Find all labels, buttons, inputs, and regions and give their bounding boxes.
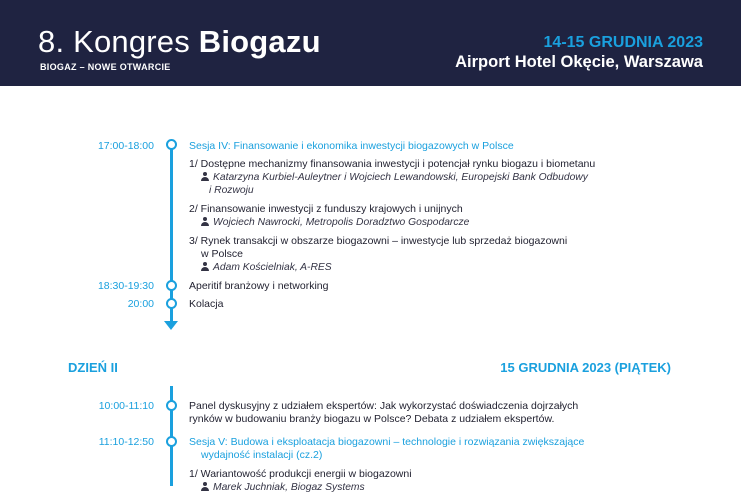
time-slot: 17:00-18:00 — [97, 140, 154, 152]
timeline-line-day1 — [170, 146, 173, 321]
congress-subtitle: BIOGAZ – NOWE OTWARCIE — [40, 62, 171, 72]
session-title: Sesja V: Budowa i eksploatacja biogazowni – technologie i rozwiązania zwiększające — [189, 436, 585, 448]
event-dates: 14-15 GRUDNIA 2023 — [543, 34, 703, 51]
speaker-continued: i Rozwoju — [209, 185, 254, 196]
talk-title-continued: w Polsce — [201, 248, 244, 260]
talk-title: 2/ Finansowanie inwestycji z funduszy krajowych i unijnych — [189, 203, 463, 215]
time-slot: 18:30-19:30 — [97, 280, 154, 292]
title-bold: Biogazu — [198, 24, 321, 59]
session-title: Sesja IV: Finansowanie i ekonomika inwestycji biogazowych w Polsce — [189, 140, 514, 152]
timeline-dot — [166, 298, 177, 309]
speaker: Wojciech Nawrocki, Metropolis Doradztwo Gospodarcze — [201, 216, 469, 229]
time-slot: 20:00 — [127, 298, 154, 310]
session-title-continued: wydajność instalacji (cz.2) — [201, 449, 323, 461]
timeline-dot — [166, 139, 177, 150]
speaker: Katarzyna Kurbiel-Auleytner i Wojciech Lewandowski, Europejski Bank Odbudowy — [201, 171, 588, 184]
speaker: Marek Juchniak, Biogaz Systems — [201, 481, 365, 494]
person-icon — [201, 482, 209, 491]
panel-title: Panel dyskusyjny z udziałem ekspertów: Jak wykorzystać doświadczenia dojrzałych — [189, 400, 579, 412]
congress-title — [38, 24, 321, 60]
person-icon — [201, 217, 209, 226]
event-venue: Airport Hotel Okęcie, Warszawa — [455, 53, 703, 71]
person-icon — [201, 172, 209, 181]
header-banner — [0, 0, 741, 86]
talk-title: 3/ Rynek transakcji w obszarze biogazowni – inwestycje lub sprzedaż biogazowni — [189, 235, 568, 247]
person-icon — [201, 262, 209, 271]
day-label: DZIEŃ II — [68, 360, 118, 375]
agenda-item: Aperitif branżowy i networking — [189, 280, 329, 292]
day-date: 15 GRUDNIA 2023 (PIĄTEK) — [500, 360, 671, 375]
agenda-item: Kolacja — [189, 298, 224, 310]
panel-title-continued: rynków w budowaniu branży biogazu w Polsce? Debata z udziałem ekspertów. — [189, 413, 555, 425]
talk-title: 1/ Wariantowość produkcji energii w biogazowni — [189, 468, 412, 480]
timeline-arrow-icon — [164, 321, 178, 330]
timeline-dot — [166, 280, 177, 291]
timeline-dot — [166, 400, 177, 411]
talk-title: 1/ Dostępne mechanizmy finansowania inwestycji i potencjał rynku biogazu i biometanu — [189, 158, 596, 170]
timeline-dot — [166, 436, 177, 447]
title-light: 8. Kongres — [38, 24, 199, 59]
time-slot: 11:10-12:50 — [98, 436, 154, 448]
time-slot: 10:00-11:10 — [98, 400, 154, 412]
speaker: Adam Kościelniak, A-RES — [201, 261, 332, 274]
